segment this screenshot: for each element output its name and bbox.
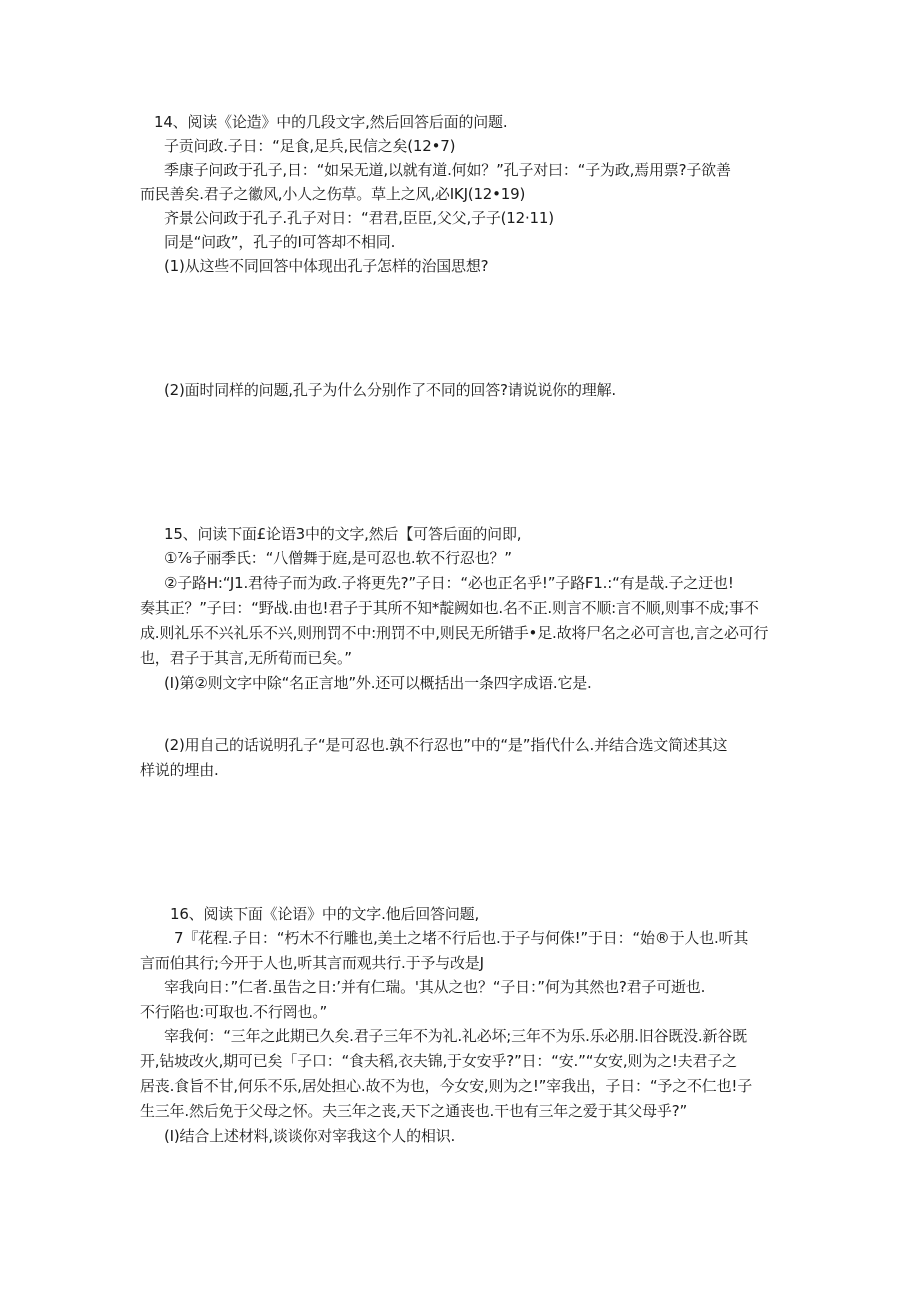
q16-passage-1-line1: 7『花程.子日：“朽木不行雕也,美土之堵不行后也.于子与何侏!”于日：“始®于人也.听其 bbox=[174, 929, 749, 947]
q14-passage-2-line1: 季康子问政于孔子,日：“如呆无道,以就有道.何如？”孔子对曰：“子为政,焉用票?子欲善 bbox=[164, 161, 731, 179]
q15-title: 15、问读下面£论语3中的文字,然后【可答后面的问即, bbox=[164, 525, 522, 543]
q14-title: 14、阅读《论造》中的几段文字,然后回答后面的问题. bbox=[154, 113, 508, 131]
q16-passage-3-line4: 生三年.然后免于父母之怀。夫三年之丧,天下之通丧也.干也有三年之爱于其父母乎?” bbox=[140, 1102, 688, 1120]
q16-passage-2-line1: 宰我向日：”仁者.虽告之日:’并有仁瑞。'其从之也？“子日：”何为其然也?君子可逝也. bbox=[164, 978, 706, 996]
q15-passage-2-line3: 成.则礼乐不兴礼乐不兴,则刑罚不中:刑罚不中,则民无所错手•足.故将尸名之必可言也,言之必可行 bbox=[140, 624, 769, 642]
q15-passage-2-line4: 也，君子于其言,无所荀而已矣。” bbox=[140, 649, 352, 667]
q14-question-1: (1)从这些不同回答中体现出孔子怎样的治国思想? bbox=[164, 257, 489, 275]
q16-passage-1-line2: 言而伯其行;今开于人也,听其言而观共行.于予与改是J bbox=[140, 954, 484, 972]
q16-passage-2-line2: 不行陷也:可取也.不行罔也。” bbox=[140, 1003, 328, 1021]
q15-question-2-line1: (2)用自己的话说明孔子“是可忍也.孰不行忍也”中的“是”指代什么.并结合选文简述其这 bbox=[164, 736, 728, 754]
q14-passage-3: 齐景公问政于孔子.孔子对日：“君君,臣臣,父父,子子(12·11) bbox=[164, 209, 554, 227]
q15-question-2-line2: 样说的埋由. bbox=[140, 761, 219, 779]
q14-passage-2-line2: 而民善矣.君子之徽风,小人之伤草。草上之风,必IKJ(12•19) bbox=[140, 185, 526, 203]
q16-passage-3-line1: 宰我何：“三年之此期已久矣.君子三年不为礼.礼必坏;三年不为乐.乐必朋.旧谷既没.新谷既 bbox=[164, 1027, 747, 1045]
q16-passage-3-line2: 开,钻坡改火,期可已矣「子口：“食夫稻,衣夫锦,于女安乎?”日：“安.”“女安,则为之!夫君子之 bbox=[140, 1052, 737, 1070]
q14-question-2: (2)面时同样的问题,孔子为什么分别作了不同的回答?请说说你的理解. bbox=[164, 381, 616, 399]
q15-passage-1: ①⅞子丽季氏：“八僧舞于庭,是可忍也.软不行忍也？” bbox=[164, 549, 512, 567]
q14-passage-4: 同是“问政”，孔子的I可答却不相同. bbox=[164, 233, 396, 251]
q16-title: 16、阅读下面《论语》中的文字.他后回答问题, bbox=[170, 905, 480, 923]
q15-question-1: (I)第②则文字中除“名正言地”外.还可以概括出一条四字成语.它是. bbox=[164, 674, 592, 692]
q15-passage-2-line2: 奏其正？”子曰：“野战.由也!君子于其所不知*靛阙如也.名不正.则言不顺:言不顺,则事不成;事不 bbox=[140, 599, 759, 617]
q14-passage-1: 子贡问政.子日：“足食,足兵,民信之矣(12•7) bbox=[164, 137, 456, 155]
q15-passage-2-line1: ②子路H:“J1.君待子而为政.子将更先?”子日：“必也正名乎!”子路F1.:“有是哉.子之迂也! bbox=[164, 574, 734, 592]
q16-question-1: (I)结合上述材料,谈谈你对宰我这个人的相识. bbox=[164, 1127, 456, 1145]
q16-passage-3-line3: 居丧.食旨不甘,何乐不乐,居处担心.故不为也，今女安,则为之!”宰我出，子日：“予之不仁也!子 bbox=[140, 1077, 753, 1095]
